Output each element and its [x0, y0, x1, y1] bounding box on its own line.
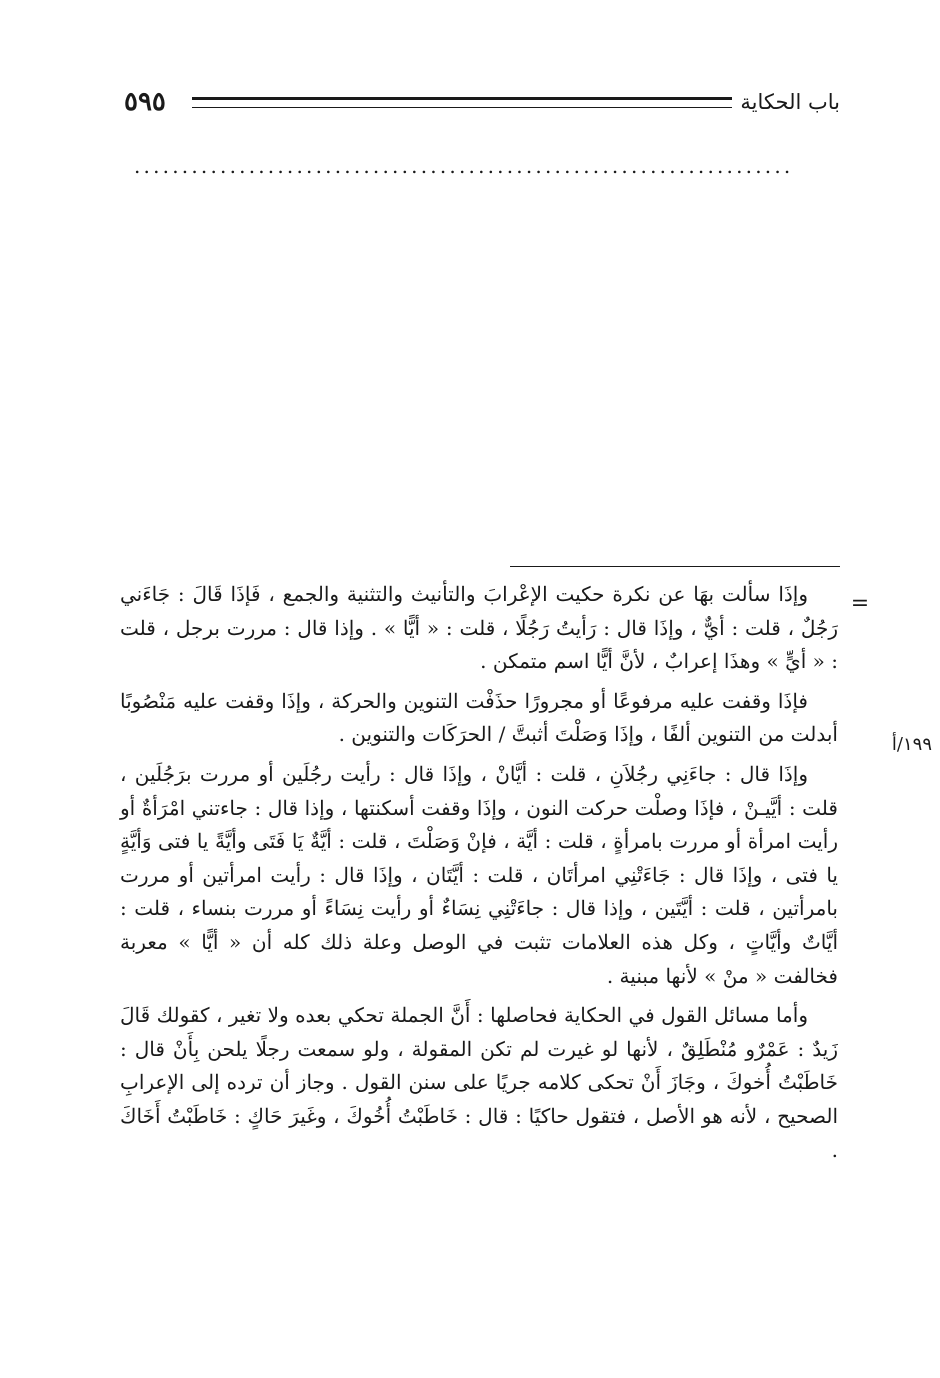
header-rule — [192, 97, 732, 108]
running-header — [124, 82, 840, 122]
chapter-title: باب الحكاية — [740, 90, 840, 114]
footnote-paragraph: وأما مسائل القول في الحكاية فحاصلها : أَنَّ الجملة تحكي بعده ولا تغير ، كقولك قَالَ زَيدٌ : عَمْرٌو مُنْطَلِقٌ ، لأنها لو غيرت لم تكن المقولة ، ولو سمعت رجلًا يلحن بِأَنْ قال : خَاطَبْتُ أُخوكَ ، وجَازَ أَنْ تحكى كلامه جريًا على سنن القول . وجاز أن ترده إلى الإعرابِ الصحيح ، لأنه هو الأصل ، فتقول حاكيًا : قال : خَاطَبْتُ أُخُوكَ ، وغَيرَ حَاكٍ : خَاطَبْتُ أَخَاكَ . — [120, 1003, 839, 1162]
footnote-paragraph: فإذَا وقفت عليه مرفوعًا أو مجرورًا حذَفْت التنوين والحركة ، وإذَا وقفت عليه مَنْصُوبًا أبدلت من التنوين ألفًا ، وإذَا وَصَلْتَ أثبتَّ / الحرَكَات والتنوين . — [120, 688, 838, 747]
footnote-paragraph: وإذَا سألت بهَا عن نكرة حكيت الإعْرابَ والتأنيث والتثنية والجمع ، فَإذَا قَالَ : جَاءَني رَجُلٌ ، قلت : أيٌّ ، وإذَا قال : رَأيتُ رَجُلًا ، قلت : « أيًّا » . وإذا قال : مررت برجل ، قلت : « أيٍّ » وهذَا إعرابٌ ، لأنَّ أيًّا اسم متمكن . — [120, 582, 838, 674]
page-number: ٥٩٥ — [124, 87, 166, 117]
footnotes-block — [120, 578, 838, 1167]
dotted-separator: ..................................................................... — [134, 154, 794, 178]
manuscript-folio-reference: ١٩٩/أ — [891, 734, 932, 755]
continuation-mark: = — [850, 591, 870, 616]
footnote-rule — [510, 566, 840, 567]
footnote-paragraph: وإذَا قال : جاءَنِي رجُلاَنِ ، قلت : أيَّانْ ، وإذَا قال : رأيت رجُلَين أو مررت برَجُلَين ، قلت : أيَّيـنْ ، فإذَا وصلْت حركت النون ، وإذَا وقفت أسكنتها ، وإذا قال : جاءتني امْرَأةٌ أو رأيت امرأة أو مررت بامرأةٍ ، قلت : أيَّة ، فإنْ وَصَلْتَ ، قلت : أيَّةٌ يَا فَتَى وأيَّةً يا فتى وَأيَّةٍ يا فتى ، وإذَا قال : جَاءَتْنِي امرأتَان ، قلت : أيَّتَان ، وإذَا قال : رأيت امرأتين أو مررت بامرأتين ، قلت : أيَّتَين ، وإذا قال : جاءَتْنِي نِسَاءٌ أو رأيت نِسَاءً أو مررت بنساء ، قلت : أيَّاتٌ وأيَّاتٍ ، وكل هذه العلامات تثبت في الوصل وعلة ذلك كله أن « أيًّا » معربة فخالفت « منْ » لأنها مبنية . — [120, 761, 838, 988]
